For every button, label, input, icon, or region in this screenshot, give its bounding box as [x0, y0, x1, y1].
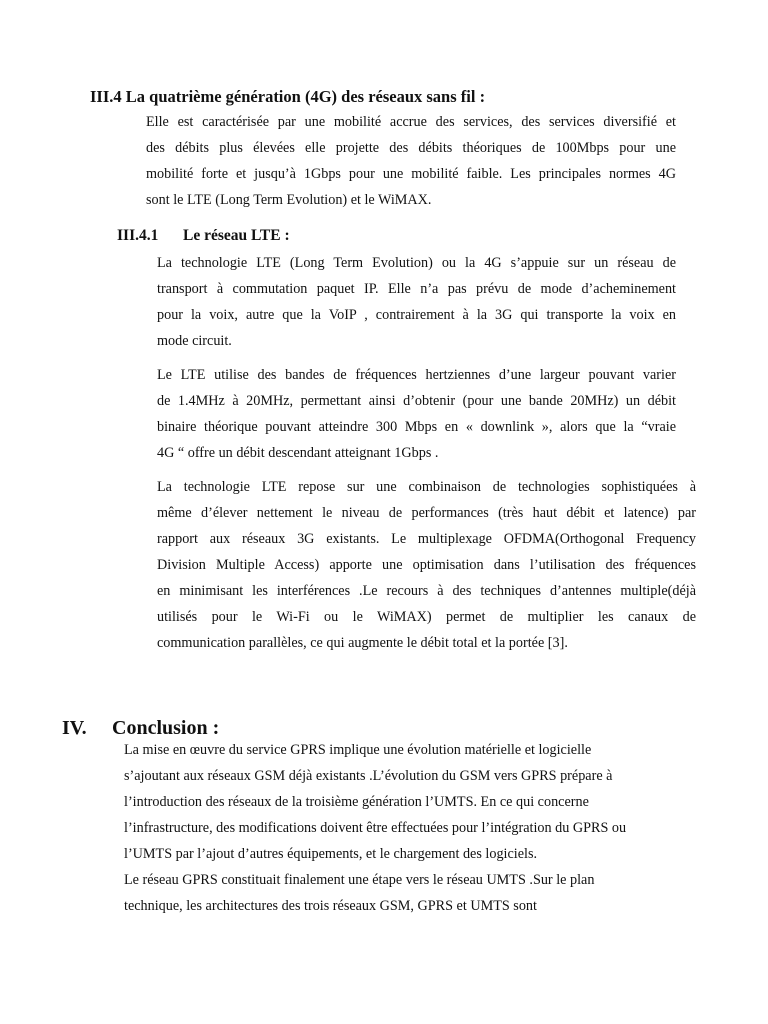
text-line: Elle est caractérisée par une mobilité accrue des services, des services diversifié et	[146, 114, 676, 130]
text-line: s’ajoutant aux réseaux GSM déjà existants .L’évolution du GSM vers GPRS prépare à	[124, 768, 613, 784]
paragraph-lte-2	[157, 362, 676, 466]
paragraph-conclusion-2	[124, 867, 684, 919]
paragraph-lte-3	[157, 474, 696, 656]
text-line: même d’élever nettement le niveau de performances (très haut débit et latence) par	[157, 505, 696, 521]
section-number: IV.	[62, 717, 87, 739]
paragraph-4g-intro	[146, 109, 676, 213]
text-line: binaire théorique pouvant atteindre 300 Mbps en « downlink », alors que la “vraie	[157, 419, 676, 435]
text-line: 4G “ offre un débit descendant atteignant 1Gbps .	[157, 445, 439, 461]
section-heading-3-4: III.4 La quatrième génération (4G) des réseaux sans fil :	[90, 87, 486, 106]
text-line: pour la voix, autre que la VoIP , contrairement à la 3G qui transporte la voix en	[157, 307, 676, 323]
text-line: rapport aux réseaux 3G existants. Le multiplexage OFDMA(Orthogonal Frequency	[157, 531, 696, 547]
section-title: Le réseau LTE :	[183, 227, 290, 244]
text-line: utilisés pour le Wi-Fi ou le WiMAX) permet de multiplier les canaux de	[157, 609, 696, 625]
text-line: sont le LTE (Long Term Evolution) et le WiMAX.	[146, 192, 432, 208]
section-title: Conclusion :	[112, 717, 220, 739]
text-line: Le LTE utilise des bandes de fréquences hertziennes d’une largeur pouvant varier	[157, 367, 676, 383]
text-line: en minimisant les interférences .Le recours à des techniques d’antennes multiple(déjà	[157, 583, 696, 599]
text-line: transport à commutation paquet IP. Elle n’a pas prévu de mode d’acheminement	[157, 281, 676, 297]
text-line: La mise en œuvre du service GPRS implique une évolution matérielle et logicielle	[124, 742, 592, 758]
text-line: Le réseau GPRS constituait finalement une étape vers le réseau UMTS .Sur le plan	[124, 872, 595, 888]
text-line: La technologie LTE repose sur une combinaison de technologies sophistiquées à	[157, 479, 696, 495]
text-line: technique, les architectures des trois réseaux GSM, GPRS et UMTS sont	[124, 898, 537, 914]
text-line: des débits plus élevées elle projette des débits théoriques de 100Mbps pour une	[146, 140, 676, 156]
section-heading-3-4-1	[117, 227, 290, 245]
text-line: mobilité forte et jusqu’à 1Gbps pour une mobilité faible. Les principales normes 4G	[146, 166, 676, 182]
text-line: Division Multiple Access) apporte une optimisation dans l’utilisation des fréquences	[157, 557, 696, 573]
paragraph-lte-1	[157, 250, 676, 354]
text-line: mode circuit.	[157, 333, 232, 349]
paragraph-conclusion-1	[124, 737, 684, 867]
section-number: III.4.1	[117, 227, 159, 244]
text-line: l’infrastructure, des modifications doivent être effectuées pour l’intégration du GPRS ou	[124, 820, 627, 836]
text-line: La technologie LTE (Long Term Evolution) ou la 4G s’appuie sur un réseau de	[157, 255, 676, 271]
text-line: communication parallèles, ce qui augmente le débit total et la portée [3].	[157, 635, 568, 651]
text-line: l’introduction des réseaux de la troisième génération l’UMTS. En ce qui concerne	[124, 794, 589, 810]
text-line: l’UMTS par l’ajout d’autres équipements, et le chargement des logiciels.	[124, 846, 538, 862]
text-line: de 1.4MHz à 20MHz, permettant ainsi d’obtenir (pour une bande 20MHz) un débit	[157, 393, 676, 409]
